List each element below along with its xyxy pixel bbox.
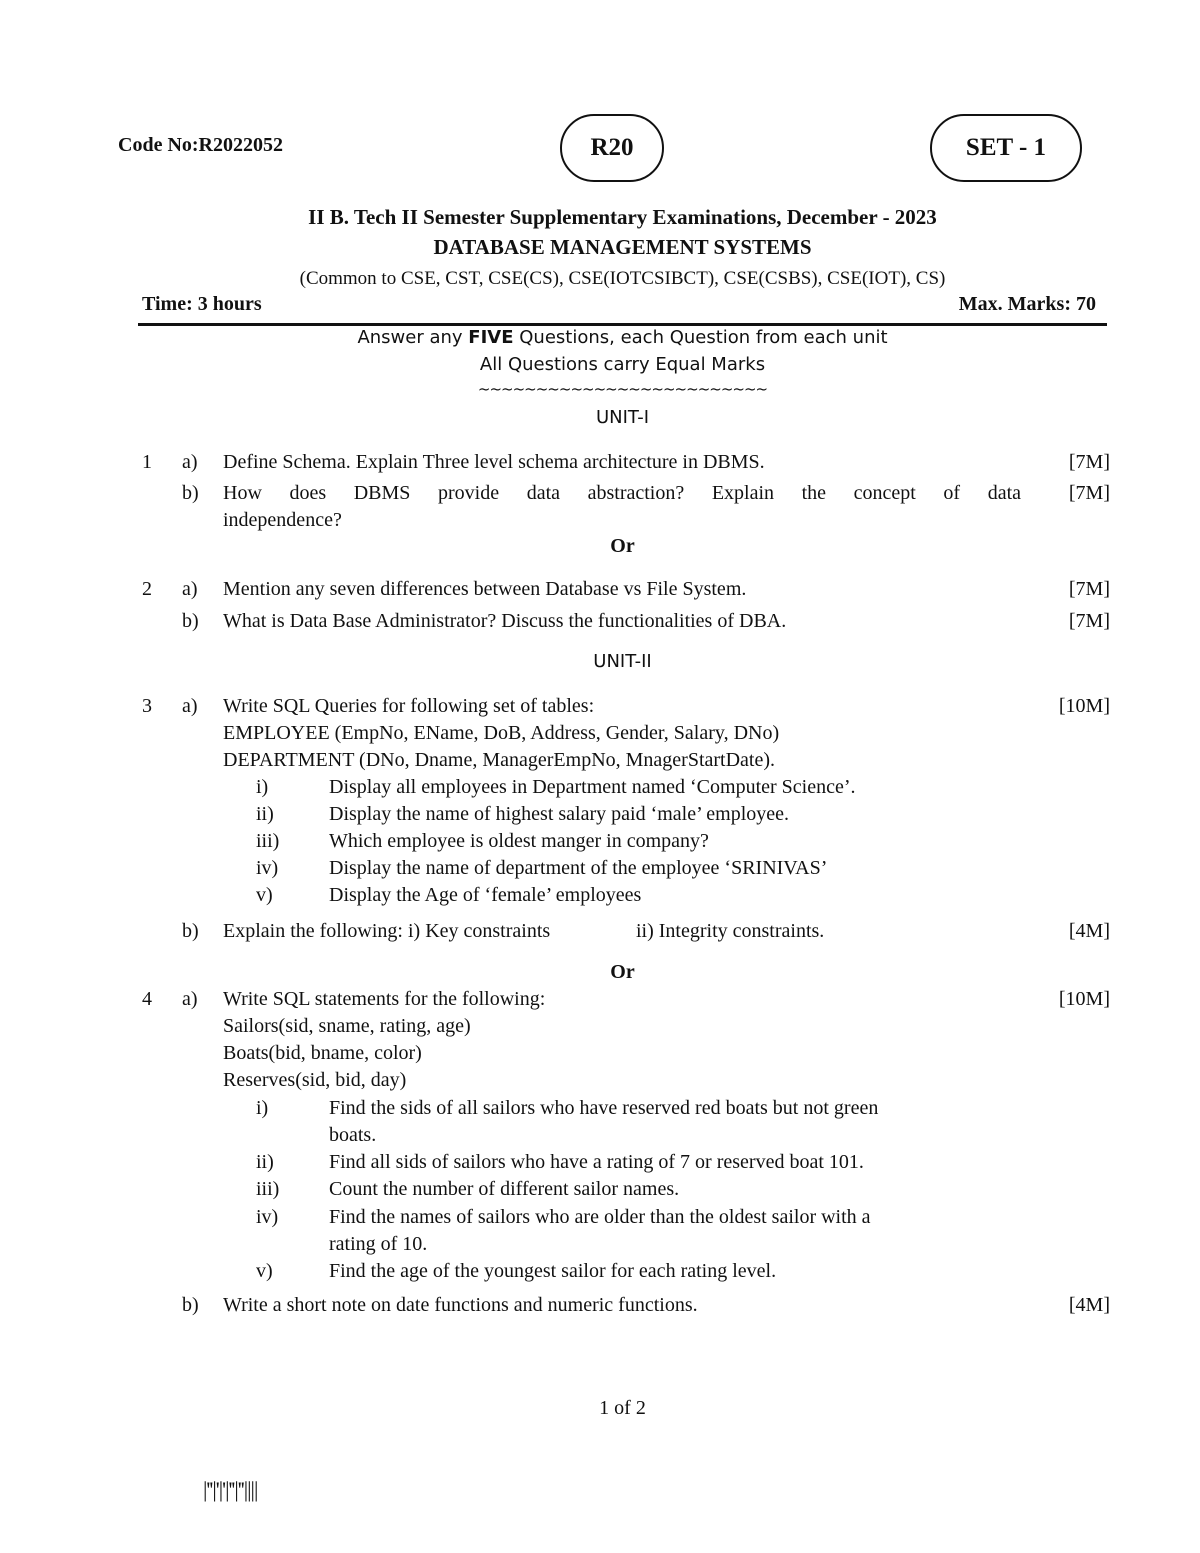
- item-number: ii): [256, 803, 274, 825]
- exam-time: Time: 3 hours: [142, 293, 262, 315]
- sub-label: a): [182, 988, 198, 1010]
- question-text: Mention any seven differences between Database vs File System.: [223, 578, 747, 600]
- marks: [7M]: [1068, 578, 1110, 600]
- question-text-line-1: How does DBMS provide data abstraction? Explain the concept of data: [223, 482, 1021, 504]
- item-number: iv): [256, 1206, 279, 1228]
- code-value: R2022052: [198, 134, 283, 156]
- question-number: 4: [142, 988, 152, 1010]
- question-text: Write a short note on date functions and numeric functions.: [223, 1294, 698, 1316]
- item-text: Find the age of the youngest sailor for each rating level.: [329, 1260, 777, 1282]
- question-text-a: Explain the following: i) Key constraints: [223, 920, 551, 942]
- question-text: What is Data Base Administrator? Discuss the functionalities of DBA.: [223, 610, 787, 632]
- marks: [10M]: [1058, 695, 1110, 717]
- or-separator-2: Or: [610, 961, 635, 983]
- item-text: Find all sids of sailors who have a rating of 7 or reserved boat 101.: [329, 1151, 864, 1173]
- marks: [10M]: [1058, 988, 1110, 1010]
- unit-heading-2: UNIT-II: [593, 651, 652, 672]
- marks: [4M]: [1068, 920, 1110, 942]
- max-marks: Max. Marks: 70: [958, 293, 1096, 315]
- barcode-text: |''|'|'|''|''||||: [203, 1477, 258, 1502]
- regulation-text: R20: [590, 134, 634, 161]
- item-text: Display the name of highest salary paid ‘male’ employee.: [329, 803, 790, 825]
- item-text: Display the Age of ‘female’ employees: [329, 884, 642, 906]
- regulation-badge: [560, 114, 664, 182]
- page-number: 1 of 2: [599, 1397, 646, 1419]
- set-badge: [930, 114, 1082, 182]
- unit-heading-1: UNIT-I: [595, 407, 650, 428]
- item-number: iv): [256, 857, 279, 879]
- sub-label: b): [182, 1294, 199, 1316]
- table-definition: EMPLOYEE (EmpNo, EName, DoB, Address, Gender, Salary, DNo): [223, 722, 780, 744]
- marks: [7M]: [1068, 610, 1110, 632]
- code-label: Code No:: [118, 134, 199, 156]
- instr-text-2a: All Questions carry: [479, 354, 656, 375]
- item-text: Which employee is oldest manger in company?: [329, 830, 709, 852]
- item-text: Count the number of different sailor names.: [329, 1178, 680, 1200]
- item-text: Find the sids of all sailors who have reserved red boats but not green: [329, 1097, 879, 1119]
- question-number: 3: [142, 695, 152, 717]
- question-text-line-2: independence?: [223, 509, 342, 531]
- table-definition: Reserves(sid, bid, day): [223, 1069, 407, 1091]
- question-text: Write SQL Queries for following set of tables:: [223, 695, 595, 717]
- question-number: 1: [142, 451, 152, 473]
- set-text: SET - 1: [965, 134, 1047, 161]
- item-number: iii): [256, 1178, 280, 1200]
- sub-label: a): [182, 695, 198, 717]
- table-definition: Sailors(sid, sname, rating, age): [223, 1015, 471, 1037]
- item-number: i): [256, 776, 269, 798]
- item-text: rating of 10.: [329, 1233, 428, 1255]
- subject-title: DATABASE MANAGEMENT SYSTEMS: [433, 235, 812, 259]
- sub-label: a): [182, 578, 198, 600]
- instr-text-c: Questions, each Question from each unit: [513, 327, 888, 348]
- sub-label: b): [182, 920, 199, 942]
- sub-label: b): [182, 610, 199, 632]
- item-number: v): [256, 884, 273, 906]
- marks: [7M]: [1068, 482, 1110, 504]
- header-rule: [138, 323, 1107, 326]
- question-text: Write SQL statements for the following:: [223, 988, 546, 1010]
- item-text: Find the names of sailors who are older than the oldest sailor with a: [329, 1206, 871, 1228]
- exam-title: II B. Tech II Semester Supplementary Examinations, December - 2023: [308, 205, 937, 229]
- sub-label: a): [182, 451, 198, 473]
- sub-label: b): [182, 482, 199, 504]
- instruction-line-2: [138, 354, 1107, 375]
- marks: [7M]: [1068, 451, 1110, 473]
- item-text: boats.: [329, 1124, 377, 1146]
- item-text: Display the name of department of the employee ‘SRINIVAS’: [329, 857, 828, 879]
- item-text: Display all employees in Department named ‘Computer Science’.: [329, 776, 856, 798]
- instr-text-a: Answer any: [357, 327, 469, 348]
- item-number: iii): [256, 830, 280, 852]
- instr-five: FIVE: [468, 327, 514, 348]
- code-number: [118, 134, 283, 157]
- table-definition: DEPARTMENT (DNo, Dname, ManagerEmpNo, MnagerStartDate).: [223, 749, 776, 771]
- instruction-line-1: [138, 327, 1107, 348]
- item-number: ii): [256, 1151, 274, 1173]
- common-branches: (Common to CSE, CST, CSE(CS), CSE(IOTCSIBCT), CSE(CSBS), CSE(IOT), CS): [299, 268, 946, 289]
- tilde-separator: ~~~~~~~~~~~~~~~~~~~~~~~~~: [477, 380, 768, 398]
- question-number: 2: [142, 578, 152, 600]
- or-separator-1: Or: [610, 535, 635, 557]
- table-definition: Boats(bid, bname, color): [223, 1042, 422, 1064]
- question-text: Define Schema. Explain Three level schema architecture in DBMS.: [223, 451, 765, 473]
- question-text-b: ii) Integrity constraints.: [636, 920, 825, 942]
- marks: [4M]: [1068, 1294, 1110, 1316]
- item-number: v): [256, 1260, 273, 1282]
- item-number: i): [256, 1097, 269, 1119]
- instr-equal-marks: Equal Marks: [655, 354, 766, 375]
